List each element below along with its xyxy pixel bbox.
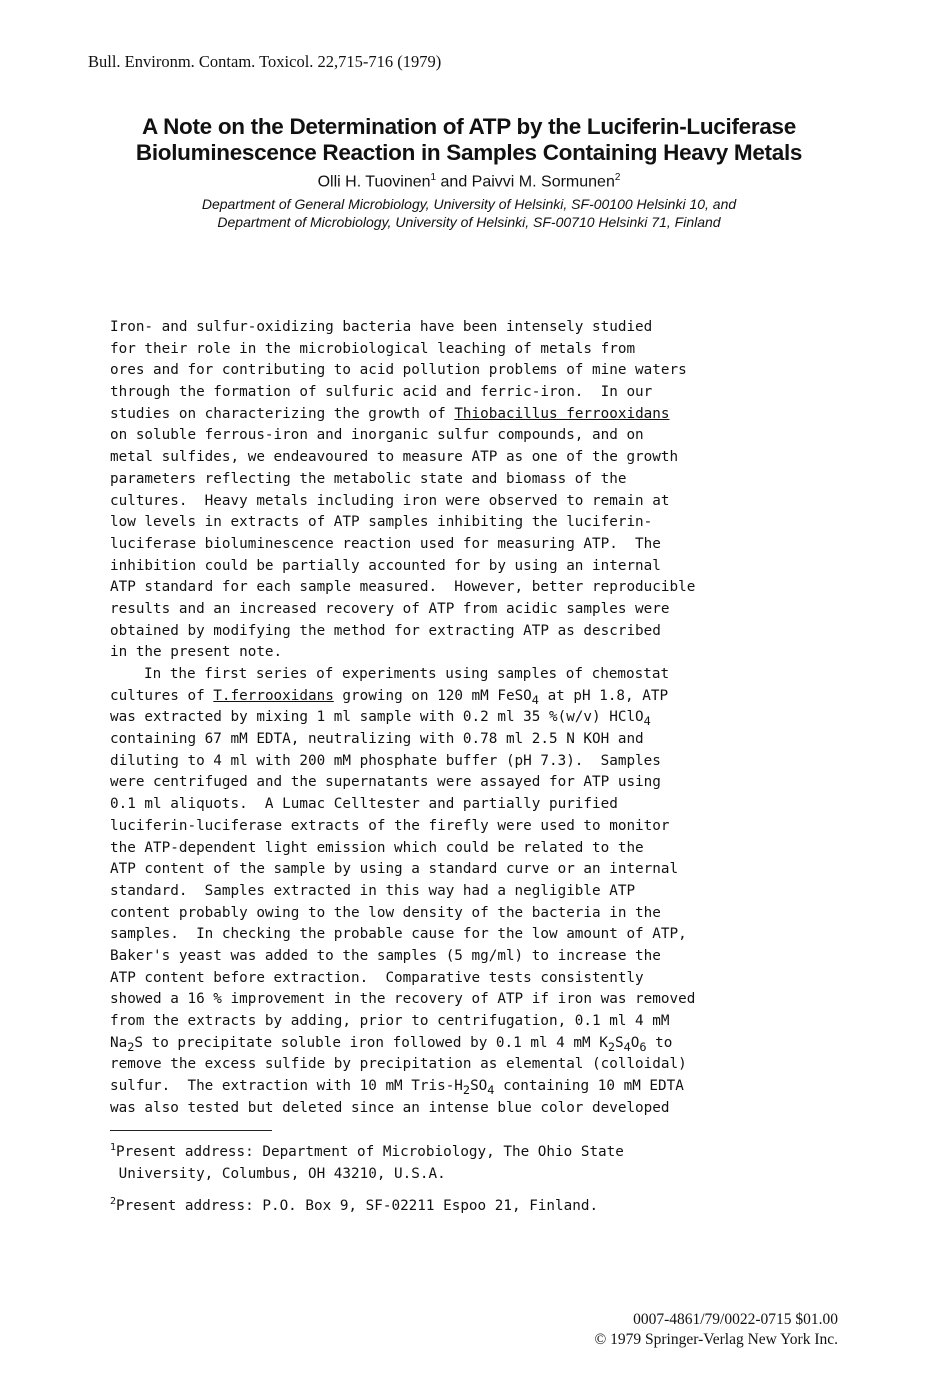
author-1: Olli H. Tuovinen: [317, 173, 431, 191]
body-line: cultures. Heavy metals including iron were observed to remain at: [110, 492, 670, 509]
subscript: 4: [487, 1082, 495, 1097]
subscript: 4: [643, 714, 651, 729]
body-line: metal sulfides, we endeavoured to measure ATP as one of the growth: [110, 449, 679, 466]
title-line-2: Bioluminescence Reaction in Samples Containing Heavy Metals: [135, 140, 803, 165]
body-line: were centrifuged and the supernatants were assayed for ATP using: [110, 774, 661, 791]
subscript: 4: [531, 692, 539, 707]
body-line: obtained by modifying the method for extracting ATP as described: [110, 622, 661, 639]
body-line: ores and for contributing to acid pollution problems of mine waters: [110, 362, 687, 379]
body-line: containing 67 mM EDTA, neutralizing with 0.78 ml 2.5 N KOH and: [110, 731, 644, 748]
body-line: [110, 1076, 850, 1098]
body-line: on soluble ferrous-iron and inorganic sulfur compounds, and on: [110, 427, 644, 444]
body-line: ATP standard for each sample measured. However, better reproducible: [110, 579, 696, 596]
body-text: S to precipitate soluble iron followed by 0.1 ml 4 mM K: [134, 1034, 608, 1051]
body-line: 0.1 ml aliquots. A Lumac Celltester and partially purified: [110, 796, 618, 813]
subscript: 2: [127, 1039, 135, 1054]
body-line: content probably owing to the low density of the bacteria in the: [110, 904, 661, 921]
body-line: inhibition could be partially accounted for by using an internal: [110, 557, 661, 574]
body-text: Na: [110, 1034, 128, 1051]
author-1-footnote-mark: 1: [430, 172, 437, 183]
body-line: remove the excess sulfide by precipitation as elemental (colloidal): [110, 1056, 687, 1073]
body-line: low levels in extracts of ATP samples inhibiting the luciferin-: [110, 514, 653, 531]
species-name: T.ferrooxidans: [213, 687, 334, 704]
affiliation-line-2: Department of Microbiology, University of Helsinki, SF-00710 Helsinki 71, Finland: [217, 214, 721, 230]
body-line: standard. Samples extracted in this way had a negligible ATP: [110, 882, 636, 899]
body-line: was also tested but deleted since an intense blue color developed: [110, 1099, 670, 1116]
body-line: luciferin-luciferase extracts of the firefly were used to monitor: [110, 817, 670, 834]
subscript: 2: [462, 1082, 471, 1097]
subscript: 2: [607, 1039, 615, 1054]
affiliations: [0, 195, 938, 231]
body-line: from the extracts by adding, prior to centrifugation, 0.1 ml 4 mM: [110, 1013, 670, 1029]
body-line: ATP content of the sample by using a standard curve or an internal: [110, 861, 679, 878]
body-line: In the first series of experiments using samples of chemostat: [144, 666, 670, 682]
article-body: [110, 317, 850, 1119]
footnote-divider: [110, 1130, 272, 1131]
author-line: [0, 172, 938, 191]
body-text: sulfur. The extraction with 10 mM Tris-H: [110, 1078, 463, 1095]
footnote-text: Present address: Department of Microbiology, The Ohio State: [116, 1143, 624, 1160]
body-text: growing on 120 mM FeSO: [333, 687, 532, 704]
author-2-footnote-mark: 2: [614, 172, 621, 183]
body-line: the ATP-dependent light emission which could be related to the: [110, 839, 644, 856]
body-line: [110, 686, 850, 708]
body-line: in the present note.: [110, 644, 283, 661]
subscript: 6: [639, 1039, 647, 1054]
journal-citation: Bull. Environm. Contam. Toxicol. 22,715-716 (1979): [88, 52, 442, 71]
body-line: through the formation of sulfuric acid and ferric-iron. In our: [110, 384, 653, 401]
body-line: results and an increased recovery of ATP from acidic samples were: [110, 600, 670, 617]
body-text: was extracted by mixing 1 ml sample with 0.2 ml 35 %(w/v) HClO: [110, 709, 644, 726]
body-line: luciferase bioluminescence reaction used for measuring ATP. The: [110, 535, 661, 552]
footnotes: [110, 1137, 850, 1217]
footnote-1: [110, 1137, 850, 1163]
author-connector: and: [436, 173, 472, 191]
title-line-1: A Note on the Determination of ATP by the Luciferin-Luciferase: [142, 114, 796, 139]
footnote-mark: 1: [110, 1142, 117, 1153]
body-line: parameters reflecting the metabolic state and biomass of the: [110, 470, 627, 487]
footnote-mark: 2: [110, 1195, 117, 1207]
body-line: [110, 707, 850, 729]
copyright: © 1979 Springer-Verlag New York Inc.: [594, 1331, 838, 1348]
body-text: O: [630, 1034, 640, 1051]
footnote-text: Present address: P.O. Box 9, SF-02211 Espoo 21, Finland.: [116, 1197, 599, 1214]
body-line: [110, 1033, 850, 1055]
species-name: Thiobacillus ferrooxidans: [454, 405, 670, 422]
article-title: [0, 114, 938, 166]
body-line: showed a 16 % improvement in the recovery of ATP if iron was removed: [110, 991, 696, 1008]
body-text: studies on characterizing the growth of: [110, 405, 455, 422]
publisher-info: [595, 1310, 839, 1350]
affiliation-line-1: Department of General Microbiology, University of Helsinki, SF-00100 Helsinki 10, and: [201, 196, 737, 212]
body-text: containing 10 mM EDTA: [494, 1078, 684, 1095]
body-line: for their role in the microbiological leaching of metals from: [110, 340, 636, 357]
body-line: diluting to 4 ml with 200 mM phosphate buffer (pH 7.3). Samples: [110, 752, 661, 769]
body-line: samples. In checking the probable cause for the low amount of ATP,: [110, 926, 687, 943]
body-text: S: [614, 1034, 624, 1051]
author-2: Paivvi M. Sormunen: [471, 173, 615, 191]
body-line: Iron- and sulfur-oxidizing bacteria have been intensely studied: [110, 319, 653, 335]
subscript: 4: [623, 1039, 631, 1054]
footnote-1-continued: University, Columbus, OH 43210, U.S.A.: [110, 1165, 446, 1182]
body-text: to: [646, 1034, 673, 1051]
body-text: at pH 1.8, ATP: [538, 687, 669, 704]
body-line: ATP content before extraction. Comparative tests consistently: [110, 969, 644, 986]
body-text: cultures of: [110, 687, 214, 704]
price-code: 0007-4861/79/0022-0715 $01.00: [633, 1311, 838, 1328]
footnote-2: [110, 1191, 850, 1217]
body-line: Baker's yeast was added to the samples (5 mg/ml) to increase the: [110, 947, 661, 964]
body-line: [110, 404, 850, 426]
body-text: SO: [470, 1078, 488, 1095]
